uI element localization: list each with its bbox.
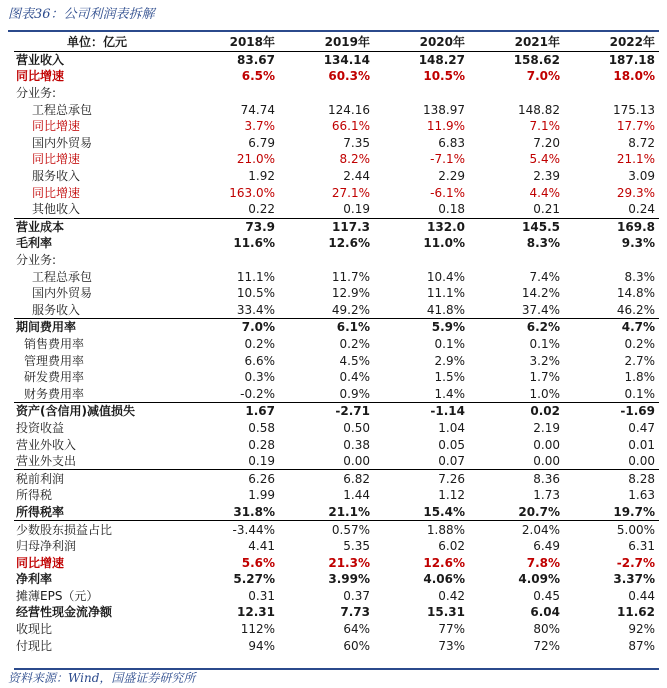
row-value: 14.8% <box>616 286 655 301</box>
row-value: 11.7% <box>331 269 370 284</box>
table-row <box>14 470 659 487</box>
row-value: 138.97 <box>423 102 465 117</box>
row-value: 73% <box>438 638 465 653</box>
row-value: -2.71 <box>335 404 370 419</box>
row-value: 148.27 <box>418 52 465 67</box>
row-label: 其他收入 <box>32 202 81 217</box>
row-value: 0.2% <box>624 336 655 351</box>
table-row <box>14 319 659 336</box>
row-value: 5.9% <box>431 320 465 335</box>
table-row <box>14 521 659 538</box>
row-value: 5.27% <box>233 572 275 587</box>
row-value: 0.00 <box>628 454 655 469</box>
row-value: 2.29 <box>438 169 465 184</box>
row-value: 60% <box>343 638 370 653</box>
row-value: 0.57% <box>331 522 370 537</box>
source-note: 资料来源：Wind，国盛证券研究所 <box>8 671 196 685</box>
row-value: 4.7% <box>621 320 655 335</box>
row-value: 15.31 <box>427 605 465 620</box>
row-label: 摊薄EPS（元） <box>16 588 99 603</box>
row-label: 同比增速 <box>16 555 65 570</box>
row-value: 6.04 <box>530 605 560 620</box>
row-value: 132.0 <box>427 219 465 234</box>
row-value: 10.5% <box>236 286 275 301</box>
row-value: 1.88% <box>426 522 465 537</box>
row-value: 80% <box>533 622 560 637</box>
row-value: 0.02 <box>530 404 560 419</box>
table-row <box>14 268 659 285</box>
row-value: 6.02 <box>438 539 465 554</box>
row-value: 11.1% <box>426 286 465 301</box>
table-row <box>14 252 659 269</box>
row-value: 4.09% <box>518 572 560 587</box>
row-value: 3.7% <box>244 119 275 134</box>
table-row <box>14 285 659 302</box>
row-value: 18.0% <box>613 69 655 84</box>
row-value: -1.69 <box>620 404 655 419</box>
row-value: 0.4% <box>339 370 370 385</box>
table-row <box>14 235 659 252</box>
row-value <box>279 85 374 102</box>
table-body <box>14 51 659 654</box>
row-value: 0.3% <box>244 370 275 385</box>
row-value: 21.0% <box>236 152 275 167</box>
table-row <box>14 453 659 470</box>
row-label: 管理费用率 <box>24 353 85 368</box>
row-value: 2.44 <box>343 169 370 184</box>
row-label: 营业外收入 <box>16 437 77 452</box>
row-value: 9.3% <box>621 236 655 251</box>
row-value: 94% <box>248 638 275 653</box>
row-value: 4.41 <box>248 539 275 554</box>
table-row <box>14 101 659 118</box>
row-value: 175.13 <box>613 102 655 117</box>
row-value: 0.19 <box>343 202 370 217</box>
row-value <box>374 252 469 269</box>
row-value: 20.7% <box>518 504 560 519</box>
row-value: 1.8% <box>624 370 655 385</box>
row-value: 0.22 <box>248 202 275 217</box>
table-row <box>14 85 659 102</box>
row-value: 1.99 <box>248 488 275 503</box>
row-value <box>564 85 659 102</box>
row-value: 0.45 <box>533 588 560 603</box>
row-value <box>184 85 279 102</box>
row-value: 0.38 <box>343 437 370 452</box>
row-value: 87% <box>628 638 655 653</box>
row-value: 3.2% <box>529 353 560 368</box>
row-value: 21.1% <box>328 504 370 519</box>
row-value: 19.7% <box>613 504 655 519</box>
row-value: 0.01 <box>628 437 655 452</box>
table-row <box>14 68 659 85</box>
row-value: 0.24 <box>628 202 655 217</box>
row-value: 31.8% <box>233 504 275 519</box>
table-row <box>14 621 659 638</box>
row-value: 0.1% <box>529 336 560 351</box>
table-row <box>14 336 659 353</box>
row-label: 经营性现金流净额 <box>16 605 113 620</box>
row-value: 3.09 <box>628 169 655 184</box>
row-value: 0.07 <box>438 454 465 469</box>
row-label: 国内外贸易 <box>32 286 93 301</box>
row-value: 12.6% <box>328 236 370 251</box>
header-year: 2018年 <box>229 35 275 50</box>
row-value: 0.47 <box>628 420 655 435</box>
row-value: 6.6% <box>244 353 275 368</box>
row-value: 27.1% <box>331 185 370 200</box>
row-value: 3.37% <box>613 572 655 587</box>
row-value: 11.0% <box>423 236 465 251</box>
row-value: 4.5% <box>339 353 370 368</box>
row-value: 74.74 <box>240 102 275 117</box>
row-value: 8.72 <box>628 135 655 150</box>
row-value: 5.6% <box>241 555 275 570</box>
row-label: 同比增速 <box>32 185 81 200</box>
row-value: 6.5% <box>241 69 275 84</box>
row-value: 1.92 <box>248 169 275 184</box>
row-value <box>279 252 374 269</box>
row-value: 7.73 <box>340 605 370 620</box>
row-value: 14.2% <box>521 286 560 301</box>
row-value: 6.49 <box>533 539 560 554</box>
row-value: 0.21 <box>533 202 560 217</box>
row-label: 研发费用率 <box>24 370 85 385</box>
table-row <box>14 538 659 555</box>
row-value: 12.9% <box>331 286 370 301</box>
row-value <box>374 85 469 102</box>
row-value: 2.9% <box>434 353 465 368</box>
row-value: 0.31 <box>248 588 275 603</box>
row-value: 0.50 <box>343 420 370 435</box>
row-value: 0.05 <box>438 437 465 452</box>
row-value: 46.2% <box>616 302 655 317</box>
row-label: 资产(含信用)减值损失 <box>16 404 135 419</box>
table-row <box>14 151 659 168</box>
row-label: 付现比 <box>16 638 53 653</box>
row-value: 1.7% <box>529 370 560 385</box>
row-label: 少数股东损益占比 <box>16 522 113 537</box>
row-value: 1.67 <box>245 404 275 419</box>
row-label: 所得税 <box>16 488 53 503</box>
table-row <box>14 403 659 420</box>
row-value: 60.3% <box>328 69 370 84</box>
row-value: 0.42 <box>438 588 465 603</box>
row-value: 6.31 <box>628 539 655 554</box>
row-value: 8.3% <box>526 236 560 251</box>
table-row <box>14 51 659 68</box>
row-value: 7.4% <box>529 269 560 284</box>
row-value: 49.2% <box>331 302 370 317</box>
row-value: 11.1% <box>236 269 275 284</box>
row-value: 1.44 <box>343 488 370 503</box>
row-value: 7.0% <box>241 320 275 335</box>
row-value: 0.9% <box>339 386 370 401</box>
row-value: 41.8% <box>426 302 465 317</box>
row-value: -7.1% <box>430 152 465 167</box>
row-label: 期间费用率 <box>16 320 77 335</box>
row-value: 0.1% <box>434 336 465 351</box>
row-value: 1.4% <box>434 386 465 401</box>
table-header-row <box>14 34 659 51</box>
row-value: 3.99% <box>328 572 370 587</box>
table-row <box>14 604 659 621</box>
row-value: 5.35 <box>343 539 370 554</box>
row-value: 4.4% <box>529 185 560 200</box>
row-value: 29.3% <box>616 185 655 200</box>
table-row <box>14 118 659 135</box>
table-row <box>14 588 659 605</box>
row-label: 国内外贸易 <box>32 135 93 150</box>
row-value: 117.3 <box>332 219 370 234</box>
row-label: 服务收入 <box>32 302 81 317</box>
row-value: 0.00 <box>533 454 560 469</box>
table-row <box>14 420 659 437</box>
row-label: 财务费用率 <box>24 386 85 401</box>
header-year: 2022年 <box>609 35 655 50</box>
row-value: 158.62 <box>513 52 560 67</box>
row-value: 1.63 <box>628 488 655 503</box>
row-value <box>184 252 279 269</box>
row-label: 同比增速 <box>32 119 81 134</box>
row-value: 21.1% <box>616 152 655 167</box>
table-row <box>14 554 659 571</box>
row-value <box>564 252 659 269</box>
row-value: 0.2% <box>339 336 370 351</box>
row-value: 12.6% <box>423 555 465 570</box>
figure-caption: 图表36：公司利润表拆解 <box>8 7 155 22</box>
table-row <box>14 184 659 201</box>
row-label: 服务收入 <box>32 169 81 184</box>
row-label: 所得税率 <box>16 504 65 519</box>
row-value: -2.7% <box>616 555 655 570</box>
row-value <box>469 252 564 269</box>
row-label: 营业收入 <box>16 52 65 67</box>
row-value: 0.00 <box>343 454 370 469</box>
row-value: 0.00 <box>533 437 560 452</box>
row-value: 77% <box>438 622 465 637</box>
table-row <box>14 135 659 152</box>
header-year: 2020年 <box>419 35 465 50</box>
table-row <box>14 385 659 402</box>
row-value: 11.62 <box>617 605 655 620</box>
row-label: 净利率 <box>16 572 53 587</box>
row-label: 同比增速 <box>16 69 65 84</box>
row-value: 2.7% <box>624 353 655 368</box>
row-label: 销售费用率 <box>24 336 85 351</box>
row-value: 17.7% <box>616 119 655 134</box>
row-label: 工程总承包 <box>32 102 93 117</box>
row-label: 同比增速 <box>32 152 81 167</box>
row-value: 8.3% <box>624 269 655 284</box>
row-value: 6.26 <box>248 471 275 486</box>
row-value: 2.39 <box>533 169 560 184</box>
table-row <box>14 352 659 369</box>
row-value: 7.0% <box>526 69 560 84</box>
row-label: 分业务: <box>16 86 57 101</box>
header-year: 2021年 <box>514 35 560 50</box>
row-value: 7.8% <box>526 555 560 570</box>
row-value: 4.06% <box>423 572 465 587</box>
row-value: 0.2% <box>244 336 275 351</box>
row-value: 8.36 <box>533 471 560 486</box>
row-value: 0.37 <box>343 588 370 603</box>
row-value: 83.67 <box>237 52 275 67</box>
row-value <box>469 85 564 102</box>
row-value: 12.31 <box>237 605 275 620</box>
row-value: 6.2% <box>526 320 560 335</box>
row-value: 8.2% <box>339 152 370 167</box>
row-label: 分业务: <box>16 253 57 268</box>
row-value: 163.0% <box>229 185 275 200</box>
row-value: 66.1% <box>331 119 370 134</box>
table-row <box>14 201 659 218</box>
table-row <box>14 571 659 588</box>
row-value: -6.1% <box>430 185 465 200</box>
row-value: 7.35 <box>343 135 370 150</box>
row-value: 6.79 <box>248 135 275 150</box>
row-value: 6.83 <box>438 135 465 150</box>
row-value: 64% <box>343 622 370 637</box>
table-row <box>14 436 659 453</box>
row-value: 0.1% <box>624 386 655 401</box>
row-label: 毛利率 <box>16 236 53 251</box>
row-value: -3.44% <box>232 522 275 537</box>
table-row <box>14 168 659 185</box>
row-value: 134.14 <box>323 52 370 67</box>
row-value: 187.18 <box>608 52 655 67</box>
row-value: 2.19 <box>533 420 560 435</box>
row-value: 21.3% <box>328 555 370 570</box>
row-value: 10.4% <box>426 269 465 284</box>
row-value: 6.82 <box>343 471 370 486</box>
row-value: -0.2% <box>240 386 275 401</box>
row-value: 169.8 <box>617 219 655 234</box>
row-value: -1.14 <box>430 404 465 419</box>
header-unit: 单位：亿元 <box>66 35 127 50</box>
row-value: 112% <box>240 622 275 637</box>
row-value: 37.4% <box>521 302 560 317</box>
row-value: 1.04 <box>438 420 465 435</box>
row-value: 15.4% <box>423 504 465 519</box>
row-value: 2.04% <box>521 522 560 537</box>
row-label: 投资收益 <box>16 420 65 435</box>
row-value: 124.16 <box>328 102 370 117</box>
row-label: 工程总承包 <box>32 269 93 284</box>
table-row <box>14 504 659 521</box>
row-value: 72% <box>533 638 560 653</box>
table-row <box>14 302 659 319</box>
table-row <box>14 487 659 504</box>
row-value: 0.58 <box>248 420 275 435</box>
row-value: 145.5 <box>522 219 560 234</box>
row-value: 0.19 <box>248 454 275 469</box>
row-value: 5.4% <box>529 152 560 167</box>
row-value: 10.5% <box>423 69 465 84</box>
row-label: 归母净利润 <box>16 539 77 554</box>
table-row <box>14 218 659 235</box>
table-row <box>14 369 659 386</box>
row-value: 7.1% <box>529 119 560 134</box>
income-statement-table <box>14 34 659 654</box>
row-label: 收现比 <box>16 622 53 637</box>
row-value: 0.44 <box>628 588 655 603</box>
row-value: 148.82 <box>518 102 560 117</box>
row-value: 7.20 <box>533 135 560 150</box>
row-label: 营业成本 <box>16 219 65 234</box>
row-value: 33.4% <box>236 302 275 317</box>
header-year: 2019年 <box>324 35 370 50</box>
row-value: 0.28 <box>248 437 275 452</box>
caption-divider <box>8 30 659 32</box>
row-value: 0.18 <box>438 202 465 217</box>
row-value: 1.0% <box>529 386 560 401</box>
row-value: 1.73 <box>533 488 560 503</box>
row-value: 1.12 <box>438 488 465 503</box>
row-value: 92% <box>628 622 655 637</box>
row-value: 5.00% <box>616 522 655 537</box>
row-value: 7.26 <box>438 471 465 486</box>
row-label: 税前利润 <box>16 471 65 486</box>
row-value: 11.9% <box>426 119 465 134</box>
row-value: 73.9 <box>245 219 275 234</box>
row-value: 1.5% <box>434 370 465 385</box>
row-value: 11.6% <box>233 236 275 251</box>
row-label: 营业外支出 <box>16 454 77 469</box>
row-value: 6.1% <box>336 320 370 335</box>
row-value: 8.28 <box>628 471 655 486</box>
table-row <box>14 637 659 654</box>
